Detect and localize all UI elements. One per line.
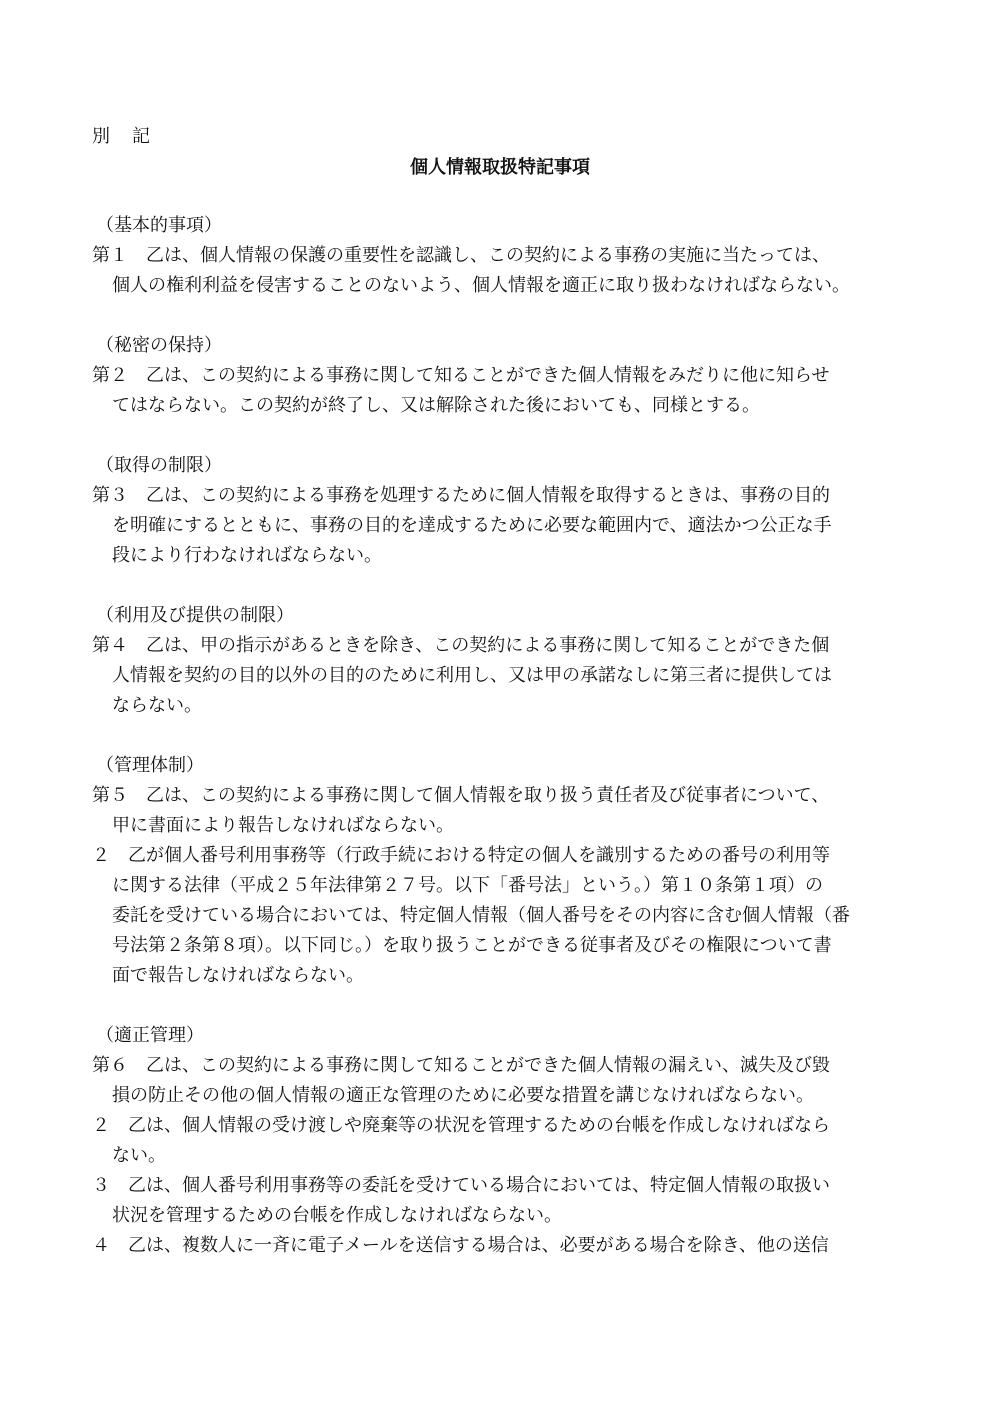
clause-text-continuation: ならない。 [112,695,202,716]
clause-paragraph: ３ 乙は、個人番号利用事務等の委託を受けている場合においては、特定個人情報の取扱い [92,1175,830,1196]
clause-article: 第２ 乙は、この契約による事務に関して知ることができた個人情報をみだりに他に知らせ [92,365,830,386]
document-body [92,211,922,1261]
clause-section [92,601,922,721]
clause-text-continuation: 損の防止その他の個人情報の適正な管理のために必要な措置を講じなければならない。 [112,1085,814,1106]
memo-label: 別 記 [92,126,152,147]
clause-heading: （適正管理） [96,1025,204,1046]
clause-section [92,211,922,301]
clause-text-continuation: に関する法律（平成２５年法律第２７号。以下「番号法」という。）第１０条第１項）の [112,875,823,896]
clause-section [92,331,922,421]
clause-article: 第６ 乙は、この契約による事務に関して知ることができた個人情報の漏えい、滅失及び毀 [92,1055,830,1076]
clause-article: 第４ 乙は、甲の指示があるときを除き、この契約による事務に関して知ることができた個 [92,635,830,656]
clause-heading: （秘密の保持） [96,335,222,356]
clause-text-continuation: を明確にするとともに、事務の目的を達成するために必要な範囲内で、適法かつ公正な手 [112,515,832,536]
clause-section [92,1021,922,1261]
clause-text-continuation: てはならない。この契約が終了し、又は解除された後においても、同様とする。 [112,395,760,416]
clause-section [92,751,922,991]
clause-heading: （取得の制限） [96,455,222,476]
clause-paragraph: ２ 乙は、個人情報の受け渡しや廃棄等の状況を管理するための台帳を作成しなければなら [92,1115,830,1136]
clause-text-continuation: ない。 [112,1145,166,1166]
clause-text-continuation: 人情報を契約の目的以外の目的のために利用し、又は甲の承諾なしに第三者に提供しては [112,665,832,686]
clause-text-continuation: 状況を管理するための台帳を作成しなければならない。 [112,1205,562,1226]
clause-article: 第５ 乙は、この契約による事務に関して個人情報を取り扱う責任者及び従事者について、 [92,785,830,806]
clause-text-continuation: 個人の権利利益を侵害することのないよう、個人情報を適正に取り扱わなければならない。 [112,275,850,296]
clause-text-continuation: 委託を受けている場合においては、特定個人情報（個人番号をその内容に含む個人情報（番 [112,905,850,926]
clause-heading: （管理体制） [96,755,204,776]
clause-text-continuation: 甲に書面により報告しなければならない。 [112,815,454,836]
clause-paragraph: ２ 乙が個人番号利用事務等（行政手続における特定の個人を識別するための番号の利用等 [92,845,830,866]
clause-section [92,451,922,571]
clause-article: 第３ 乙は、この契約による事務を処理するために個人情報を取得するときは、事務の目的 [92,485,830,506]
clause-text-continuation: 号法第２条第８項）。以下同じ。）を取り扱うことができる従事者及びその権限について書 [112,935,832,956]
clause-article: 第１ 乙は、個人情報の保護の重要性を認識し、この契約による事務の実施に当たっては、 [92,245,830,266]
clause-paragraph: ４ 乙は、複数人に一斉に電子メールを送信する場合は、必要がある場合を除き、他の送信 [92,1235,829,1256]
document-title: 個人情報取扱特記事項 [410,157,590,178]
clause-text-continuation: 面で報告しなければならない。 [112,965,364,986]
clause-heading: （基本的事項） [96,215,222,236]
clause-heading: （利用及び提供の制限） [96,605,294,626]
clause-text-continuation: 段により行わなければならない。 [112,545,382,566]
